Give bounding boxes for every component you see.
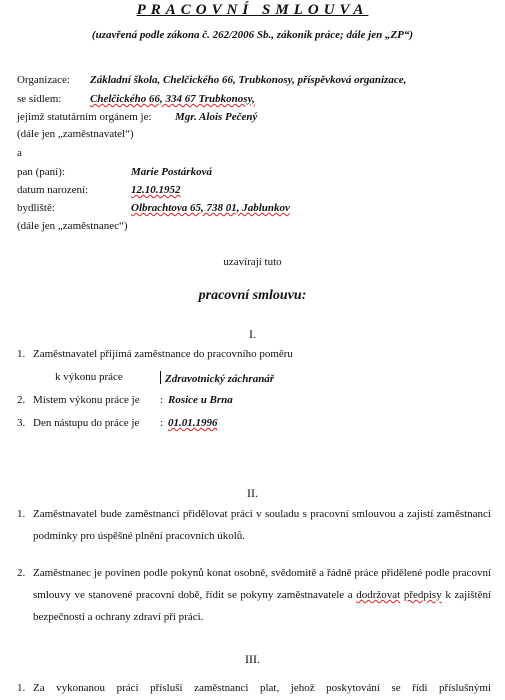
- seat-value: Chelčického 66, 334 67 Trubkonosy,: [90, 93, 255, 105]
- s1-item2-colon: :: [160, 394, 164, 406]
- s2-p2-word-dodrzovat: dodržovat: [356, 589, 401, 601]
- s2-p2-text-a: Zaměstnanec je povinen podle pokynů konat osobně, svědomitě a řádně práce přidělené podle pracovní smlouvy ve stanovené pracovní době, řídit se pokyny zaměstnavatele a: [33, 567, 491, 601]
- section-2-heading: II.: [247, 486, 258, 500]
- s1-item1-text: Zaměstnavatel přijímá zaměstnance do pracovního poměru: [33, 348, 293, 360]
- text-cursor: [160, 371, 161, 384]
- org-value: [90, 74, 406, 86]
- seat-label: se sídlem:: [17, 93, 62, 105]
- document-title: PRACOVNÍ SMLOUVA: [136, 2, 369, 18]
- statutory-label: jejímž statutárním orgánem je:: [17, 111, 152, 123]
- employer-alias: (dále jen „zaměstnavatel“): [17, 128, 134, 140]
- position-value: [160, 371, 274, 385]
- s1-item3-number: 3.: [17, 417, 26, 429]
- s2-paragraph-1: Zaměstnavatel bude zaměstnanci přidělovat práci v souladu s pracovní smlouvou a zajistí zaměstnanci podmínky pro úspěšné plnění pracovních úkolů.: [33, 508, 491, 542]
- s2-p2-word-predpisy: předpisy: [403, 589, 442, 601]
- section-1-heading: I.: [249, 327, 256, 341]
- document-subtitle: (uzavřená podle zákona č. 262/2006 Sb., zákoník práce; dále jen „ZP“): [91, 29, 414, 41]
- s1-item3-value: 01.01.1996: [168, 417, 218, 429]
- org-value-text: Základní škola, Chelčického 66, Trubkonosy, příspěvková organizace,: [90, 74, 407, 86]
- address-label: bydliště:: [17, 202, 55, 214]
- s1-item2-label: Místem výkonu práce je: [33, 394, 140, 406]
- birth-date-value: 12.10.1952: [131, 184, 181, 196]
- s3-paragraph-1: Za vykonanou práci přísluší zaměstnanci plat, jehož poskytování se řídí příslušnými: [33, 682, 491, 694]
- connector-a: a: [17, 147, 22, 159]
- s2-paragraph-2: [33, 562, 491, 628]
- address-value: Olbrachtova 65, 738 01, Jablunkov: [131, 202, 290, 214]
- birth-date-label: datum narození:: [17, 184, 89, 196]
- org-label: Organizace:: [17, 74, 70, 86]
- position-value-text: Zdravotnický záchranář: [165, 373, 275, 385]
- s1-item1-number: 1.: [17, 348, 26, 360]
- s2-item2-number: 2.: [17, 567, 26, 579]
- statutory-value: Mgr. Alois Pečený: [175, 111, 258, 123]
- s2-p2-text-b: k zajištění bezpečnosti a ochrany zdraví při práci.: [33, 589, 492, 623]
- s1-item3-label: Den nástupu do práce je: [33, 417, 140, 429]
- employee-name-value: Marie Postárková: [131, 166, 212, 178]
- intro-text: uzavírají tuto: [223, 256, 282, 268]
- contract-heading: pracovní smlouvu:: [198, 288, 307, 303]
- s3-item1-number: 1.: [17, 682, 26, 694]
- employee-name-label: pan (paní):: [17, 166, 65, 178]
- s1-item2-number: 2.: [17, 394, 26, 406]
- employee-alias: (dále jen „zaměstnanec“): [17, 220, 128, 232]
- s2-item1-number: 1.: [17, 508, 26, 520]
- section-3-heading: III.: [245, 652, 260, 666]
- s1-item3-colon: :: [160, 417, 164, 429]
- s1-item2-value: Rosice u Brna: [168, 394, 233, 406]
- position-label: k výkonu práce: [55, 371, 123, 383]
